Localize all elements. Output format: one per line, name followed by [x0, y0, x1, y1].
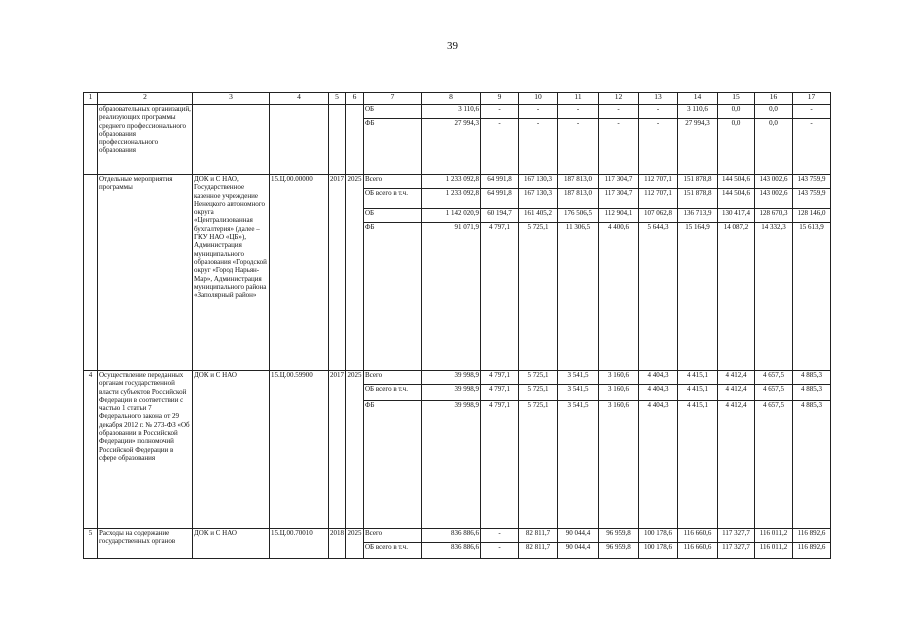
amount-cell: 27 994,3 [678, 119, 718, 175]
table-row [84, 529, 831, 543]
amount-cell: 144 504,6 [718, 189, 755, 209]
column-header: 13 [639, 93, 678, 105]
amount-cell: 143 002,6 [755, 175, 793, 189]
amount-cell: 1 142 020,9 [422, 209, 481, 223]
funding-source: ФБ [364, 223, 422, 371]
amount-cell: 3 160,6 [599, 401, 639, 529]
budget-code [270, 105, 329, 175]
amount-cell: 117 304,7 [599, 175, 639, 189]
executor: ДОК и С НАО [193, 529, 270, 559]
amount-cell: 3 110,6 [678, 105, 718, 119]
amount-cell: 39 998,9 [422, 371, 481, 385]
amount-cell: - [639, 105, 678, 119]
start-year: 2018 [329, 529, 346, 559]
row-number [84, 105, 98, 175]
amount-cell: 116 892,6 [793, 529, 831, 543]
amount-cell: 90 044,4 [558, 543, 599, 559]
amount-cell: 5 725,1 [519, 385, 558, 401]
amount-cell: 4 797,1 [481, 385, 519, 401]
header-row [84, 93, 831, 105]
column-header: 4 [270, 93, 329, 105]
start-year: 2017 [329, 175, 346, 371]
amount-cell: 136 713,9 [678, 209, 718, 223]
item-name: образовательных организаций, реализующих программы среднего профессионального образования профессионального образования [98, 105, 193, 175]
amount-cell: 187 813,0 [558, 175, 599, 189]
column-header: 17 [793, 93, 831, 105]
column-header: 14 [678, 93, 718, 105]
amount-cell: 5 725,1 [519, 371, 558, 385]
amount-cell: 117 327,7 [718, 529, 755, 543]
amount-cell: 1 233 092,8 [422, 175, 481, 189]
funding-source: Всего [364, 529, 422, 543]
amount-cell: 151 878,8 [678, 175, 718, 189]
amount-cell: 112 707,1 [639, 175, 678, 189]
column-header: 9 [481, 93, 519, 105]
amount-cell: 5 725,1 [519, 401, 558, 529]
amount-cell: 836 886,6 [422, 529, 481, 543]
amount-cell: 4 797,1 [481, 371, 519, 385]
amount-cell: 90 044,4 [558, 529, 599, 543]
amount-cell: 96 959,8 [599, 529, 639, 543]
column-header: 3 [193, 93, 270, 105]
amount-cell: 5 725,1 [519, 223, 558, 371]
amount-cell: 107 062,8 [639, 209, 678, 223]
amount-cell: 128 146,0 [793, 209, 831, 223]
amount-cell: 100 178,6 [639, 529, 678, 543]
end-year: 2025 [346, 371, 364, 529]
amount-cell: 836 886,6 [422, 543, 481, 559]
amount-cell: 3 541,5 [558, 401, 599, 529]
funding-source: ОБ [364, 105, 422, 119]
amount-cell: 82 811,7 [519, 529, 558, 543]
amount-cell: 15 613,9 [793, 223, 831, 371]
amount-cell: 3 110,6 [422, 105, 481, 119]
executor: ДОК и С НАО, Государственное казенное учреждение Ненецкого автономного округа «Централизованная бухгалтерия» (далее – ГКУ НАО «ЦБ»), Администрация муниципального образования «Городской округ «Город Нарьян-Мар», Администрация муниципального района «Заполярный район» [193, 175, 270, 371]
amount-cell: 60 194,7 [481, 209, 519, 223]
amount-cell: 39 998,9 [422, 385, 481, 401]
amount-cell: 4 404,3 [639, 401, 678, 529]
amount-cell: 0,0 [718, 105, 755, 119]
end-year: 2025 [346, 175, 364, 371]
funding-source: ОБ всего в т.ч. [364, 543, 422, 559]
item-name: Расходы на содержание государственных органов [98, 529, 193, 559]
executor: ДОК и С НАО [193, 371, 270, 529]
row-number: 5 [84, 529, 98, 559]
funding-source: ОБ всего в т.ч. [364, 189, 422, 209]
amount-cell: - [599, 105, 639, 119]
amount-cell: 3 160,6 [599, 371, 639, 385]
amount-cell: - [519, 119, 558, 175]
amount-cell: - [639, 119, 678, 175]
table-row [84, 175, 831, 189]
amount-cell: 4 797,1 [481, 223, 519, 371]
column-header: 10 [519, 93, 558, 105]
column-header: 1 [84, 93, 98, 105]
amount-cell: - [481, 119, 519, 175]
amount-cell: 187 813,0 [558, 189, 599, 209]
row-number [84, 175, 98, 371]
amount-cell: 117 327,7 [718, 543, 755, 559]
amount-cell: - [481, 529, 519, 543]
amount-cell: 4 412,4 [718, 385, 755, 401]
amount-cell: 143 759,9 [793, 189, 831, 209]
funding-source: ОБ [364, 209, 422, 223]
amount-cell: 4 415,1 [678, 385, 718, 401]
budget-code: 15.Ц.00.59900 [270, 371, 329, 529]
funding-source: ФБ [364, 401, 422, 529]
amount-cell: 82 811,7 [519, 543, 558, 559]
amount-cell: 3 541,5 [558, 385, 599, 401]
amount-cell: 116 011,2 [755, 543, 793, 559]
amount-cell: 151 878,8 [678, 189, 718, 209]
amount-cell: 0,0 [755, 105, 793, 119]
amount-cell: 1 233 092,8 [422, 189, 481, 209]
amount-cell: 143 002,6 [755, 189, 793, 209]
amount-cell: 130 417,4 [718, 209, 755, 223]
amount-cell: 4 657,5 [755, 385, 793, 401]
amount-cell: 161 405,2 [519, 209, 558, 223]
amount-cell: 117 304,7 [599, 189, 639, 209]
amount-cell: - [481, 543, 519, 559]
start-year: 2017 [329, 371, 346, 529]
amount-cell: 4 885,3 [793, 385, 831, 401]
item-name: Отдельные мероприятия программы [98, 175, 193, 371]
amount-cell: 0,0 [755, 119, 793, 175]
amount-cell: 4 412,4 [718, 401, 755, 529]
amount-cell: 112 707,1 [639, 189, 678, 209]
amount-cell: 14 087,2 [718, 223, 755, 371]
funding-source: ОБ всего в т.ч. [364, 385, 422, 401]
amount-cell: 167 130,3 [519, 189, 558, 209]
budget-table [83, 92, 831, 559]
amount-cell: 4 885,3 [793, 371, 831, 385]
column-header: 12 [599, 93, 639, 105]
funding-source: ФБ [364, 119, 422, 175]
amount-cell: 4 400,6 [599, 223, 639, 371]
start-year [329, 105, 346, 175]
amount-cell: 100 178,6 [639, 543, 678, 559]
page-number: 39 [447, 40, 458, 52]
amount-cell: - [599, 119, 639, 175]
amount-cell: 167 130,3 [519, 175, 558, 189]
amount-cell: 128 670,3 [755, 209, 793, 223]
amount-cell: 91 071,9 [422, 223, 481, 371]
executor [193, 105, 270, 175]
amount-cell: 0,0 [718, 119, 755, 175]
budget-code: 15.Ц.00.00000 [270, 175, 329, 371]
amount-cell: - [793, 119, 831, 175]
funding-source: Всего [364, 175, 422, 189]
amount-cell: 116 660,6 [678, 543, 718, 559]
amount-cell: 4 657,5 [755, 401, 793, 529]
amount-cell: 11 306,5 [558, 223, 599, 371]
amount-cell: 4 885,3 [793, 401, 831, 529]
item-name: Осуществление переданных органам государственной власти субъектов Российской Федерации в соответствии с частью 1 статьи 7 Федерального закона от 29 декабря 2012 г. № 273-ФЗ «Об образовании в Российской Федерации» полномочий Российской Федерации в сфере образования [98, 371, 193, 529]
end-year: 2025 [346, 529, 364, 559]
amount-cell: 27 994,3 [422, 119, 481, 175]
column-header: 2 [98, 93, 193, 105]
row-number: 4 [84, 371, 98, 529]
end-year [346, 105, 364, 175]
amount-cell: 4 404,3 [639, 385, 678, 401]
column-header: 7 [364, 93, 422, 105]
amount-cell: 15 164,9 [678, 223, 718, 371]
column-header: 11 [558, 93, 599, 105]
amount-cell: 39 998,9 [422, 401, 481, 529]
funding-source: Всего [364, 371, 422, 385]
amount-cell: 116 660,6 [678, 529, 718, 543]
table-body [84, 93, 831, 559]
amount-cell: - [481, 105, 519, 119]
amount-cell: 112 904,1 [599, 209, 639, 223]
amount-cell: 116 892,6 [793, 543, 831, 559]
amount-cell: 143 759,9 [793, 175, 831, 189]
amount-cell: 4 404,3 [639, 371, 678, 385]
amount-cell: 3 160,6 [599, 385, 639, 401]
table-row [84, 371, 831, 385]
column-header: 6 [346, 93, 364, 105]
amount-cell: 14 332,3 [755, 223, 793, 371]
budget-code: 15.Ц.00.70010 [270, 529, 329, 559]
amount-cell: 116 011,2 [755, 529, 793, 543]
amount-cell: 64 991,8 [481, 189, 519, 209]
amount-cell: - [558, 105, 599, 119]
column-header: 8 [422, 93, 481, 105]
amount-cell: - [558, 119, 599, 175]
column-header: 15 [718, 93, 755, 105]
amount-cell: 3 541,5 [558, 371, 599, 385]
amount-cell: 96 959,8 [599, 543, 639, 559]
amount-cell: 64 991,8 [481, 175, 519, 189]
amount-cell: 176 506,5 [558, 209, 599, 223]
amount-cell: - [519, 105, 558, 119]
amount-cell: 4 412,4 [718, 371, 755, 385]
amount-cell: 4 657,5 [755, 371, 793, 385]
column-header: 16 [755, 93, 793, 105]
table-row [84, 105, 831, 119]
amount-cell: 4 415,1 [678, 371, 718, 385]
column-header: 5 [329, 93, 346, 105]
amount-cell: 144 504,6 [718, 175, 755, 189]
amount-cell: 5 644,3 [639, 223, 678, 371]
amount-cell: 4 797,1 [481, 401, 519, 529]
amount-cell: - [793, 105, 831, 119]
amount-cell: 4 415,1 [678, 401, 718, 529]
